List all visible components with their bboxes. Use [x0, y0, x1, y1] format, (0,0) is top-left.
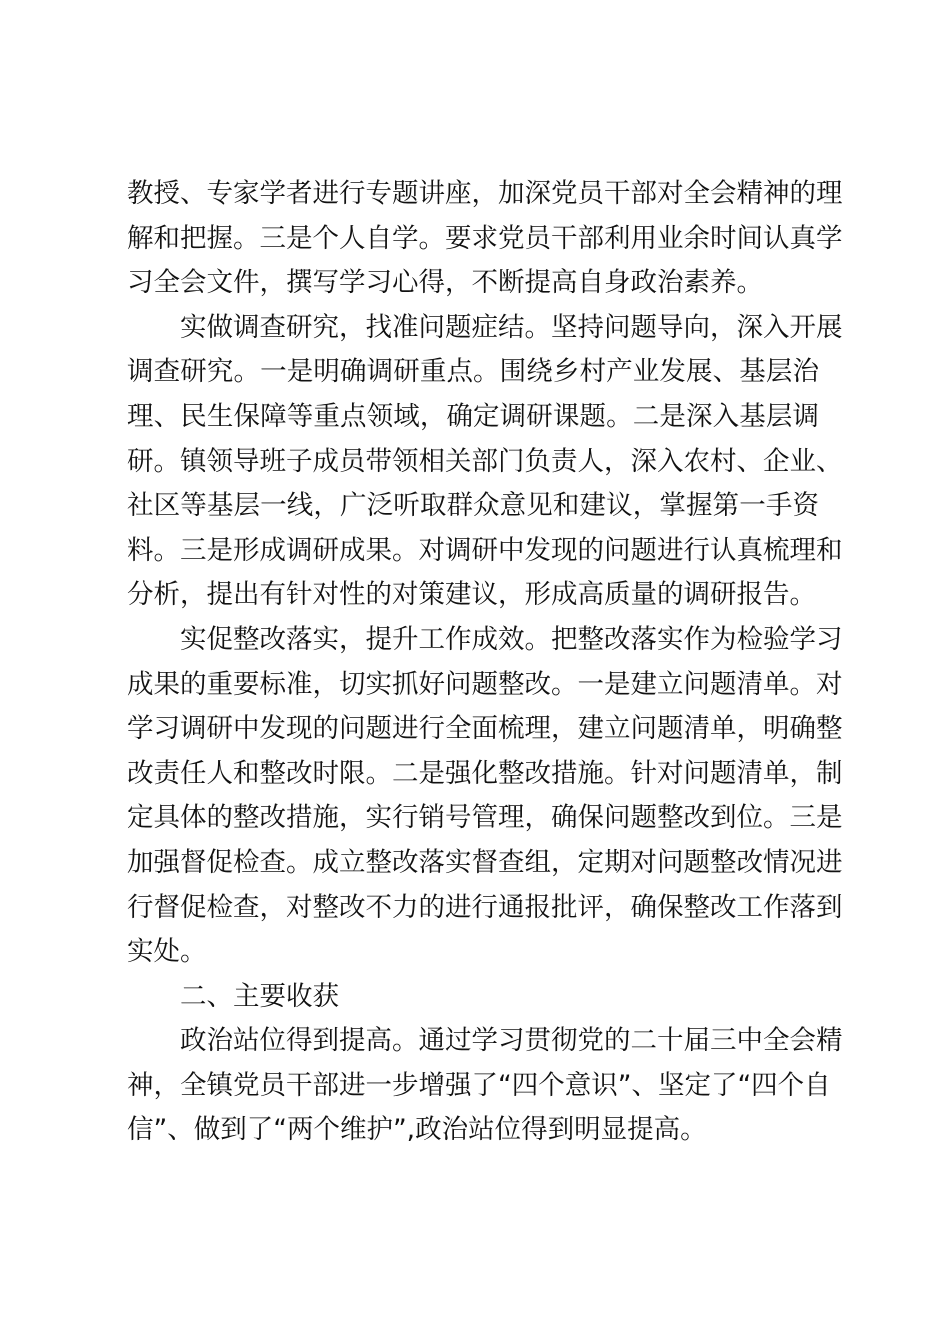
- text-line: 加强督促检查。成立整改落实督查组，定期对问题整改情况进: [127, 846, 843, 878]
- text-line: 习全会文件，撰写学习心得，不断提高自身政治素养。: [127, 267, 763, 299]
- text-line: 解和把握。三是个人自学。要求党员干部利用业余时间认真学: [127, 222, 843, 254]
- text-line: 教授、专家学者进行专题讲座，加深党员干部对全会精神的理: [127, 178, 843, 209]
- text-line: 分析，提出有针对性的对策建议，形成高质量的调研报告。: [127, 579, 816, 611]
- text-line: 成果的重要标准，切实抓好问题整改。一是建立问题清单。对: [127, 668, 843, 700]
- document-body: [127, 172, 843, 1153]
- text-line: 研。镇领导班子成员带领相关部门负责人，深入农村、企业、: [127, 445, 843, 477]
- paragraph-first-line: 实做调查研究，找准问题症结。坚持问题导向，深入开展: [180, 311, 843, 343]
- text-line: 料。三是形成调研成果。对调研中发现的问题进行认真梳理和: [127, 534, 843, 566]
- paragraph-first-line: 实促整改落实，提升工作成效。把整改落实作为检验学习: [180, 623, 843, 655]
- text-line: 神，全镇党员干部进一步增强了“四个意识”、坚定了“四个自: [127, 1069, 831, 1101]
- text-line: 调查研究。一是明确调研重点。围绕乡村产业发展、基层治: [127, 356, 819, 388]
- text-line: 定具体的整改措施，实行销号管理，确保问题整改到位。三是: [127, 802, 843, 834]
- text-line: 社区等基层一线，广泛听取群众意见和建议，掌握第一手资: [127, 490, 819, 522]
- text-line: 行督促检查，对整改不力的进行通报批评，确保整改工作落到: [127, 891, 843, 923]
- text-line: 信”、做到了“两个维护”,政治站位得到明显提高。: [127, 1114, 707, 1146]
- text-line: 实处。: [127, 936, 207, 968]
- paragraph-first-line: 政治站位得到提高。通过学习贯彻党的二十届三中全会精: [180, 1025, 843, 1057]
- section-heading: 二、主要收获: [180, 980, 339, 1012]
- text-line: 理、民生保障等重点领域，确定调研课题。二是深入基层调: [127, 400, 819, 432]
- text-line: 改责任人和整改时限。二是强化整改措施。针对问题清单，制: [127, 757, 843, 789]
- text-line: 学习调研中发现的问题进行全面梳理，建立问题清单，明确整: [127, 713, 843, 745]
